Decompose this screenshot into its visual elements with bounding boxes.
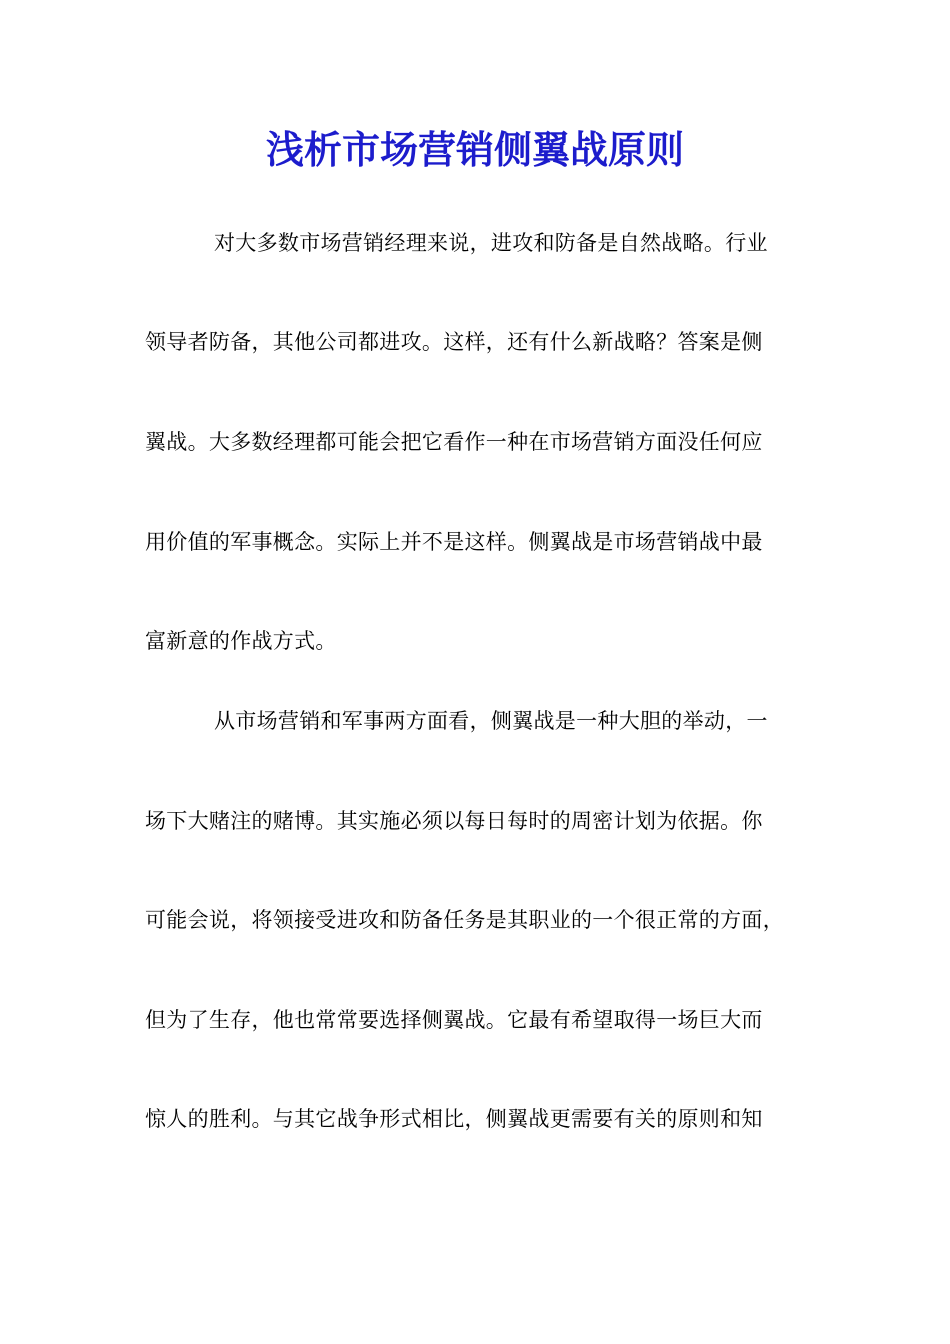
paragraph-line: 但为了生存，他也常常要选择侧翼战。它最有希望取得一场巨大而 [145, 1008, 763, 1032]
document-title: 浅析市场营销侧翼战原则 [265, 127, 684, 172]
paragraph-line: 富新意的作战方式。 [145, 629, 337, 653]
paragraph-line: 可能会说，将领接受进攻和防备任务是其职业的一个很正常的方面， [145, 908, 784, 932]
paragraph-line: 从市场营销和军事两方面看，侧翼战是一种大胆的举动，一 [214, 709, 768, 733]
paragraph-line: 场下大赌注的赌博。其实施必须以每日每时的周密计划为依据。你 [145, 809, 763, 833]
paragraph-line: 翼战。大多数经理都可能会把它看作一种在市场营销方面没任何应 [145, 430, 763, 454]
paragraph-line: 惊人的胜利。与其它战争形式相比，侧翼战更需要有关的原则和知 [145, 1107, 763, 1131]
paragraph-line: 用价值的军事概念。实际上并不是这样。侧翼战是市场营销战中最 [145, 530, 763, 554]
paragraph-line: 领导者防备，其他公司都进攻。这样，还有什么新战略？答案是侧 [145, 330, 763, 354]
paragraph-line: 对大多数市场营销经理来说，进攻和防备是自然战略。行业 [214, 231, 768, 255]
